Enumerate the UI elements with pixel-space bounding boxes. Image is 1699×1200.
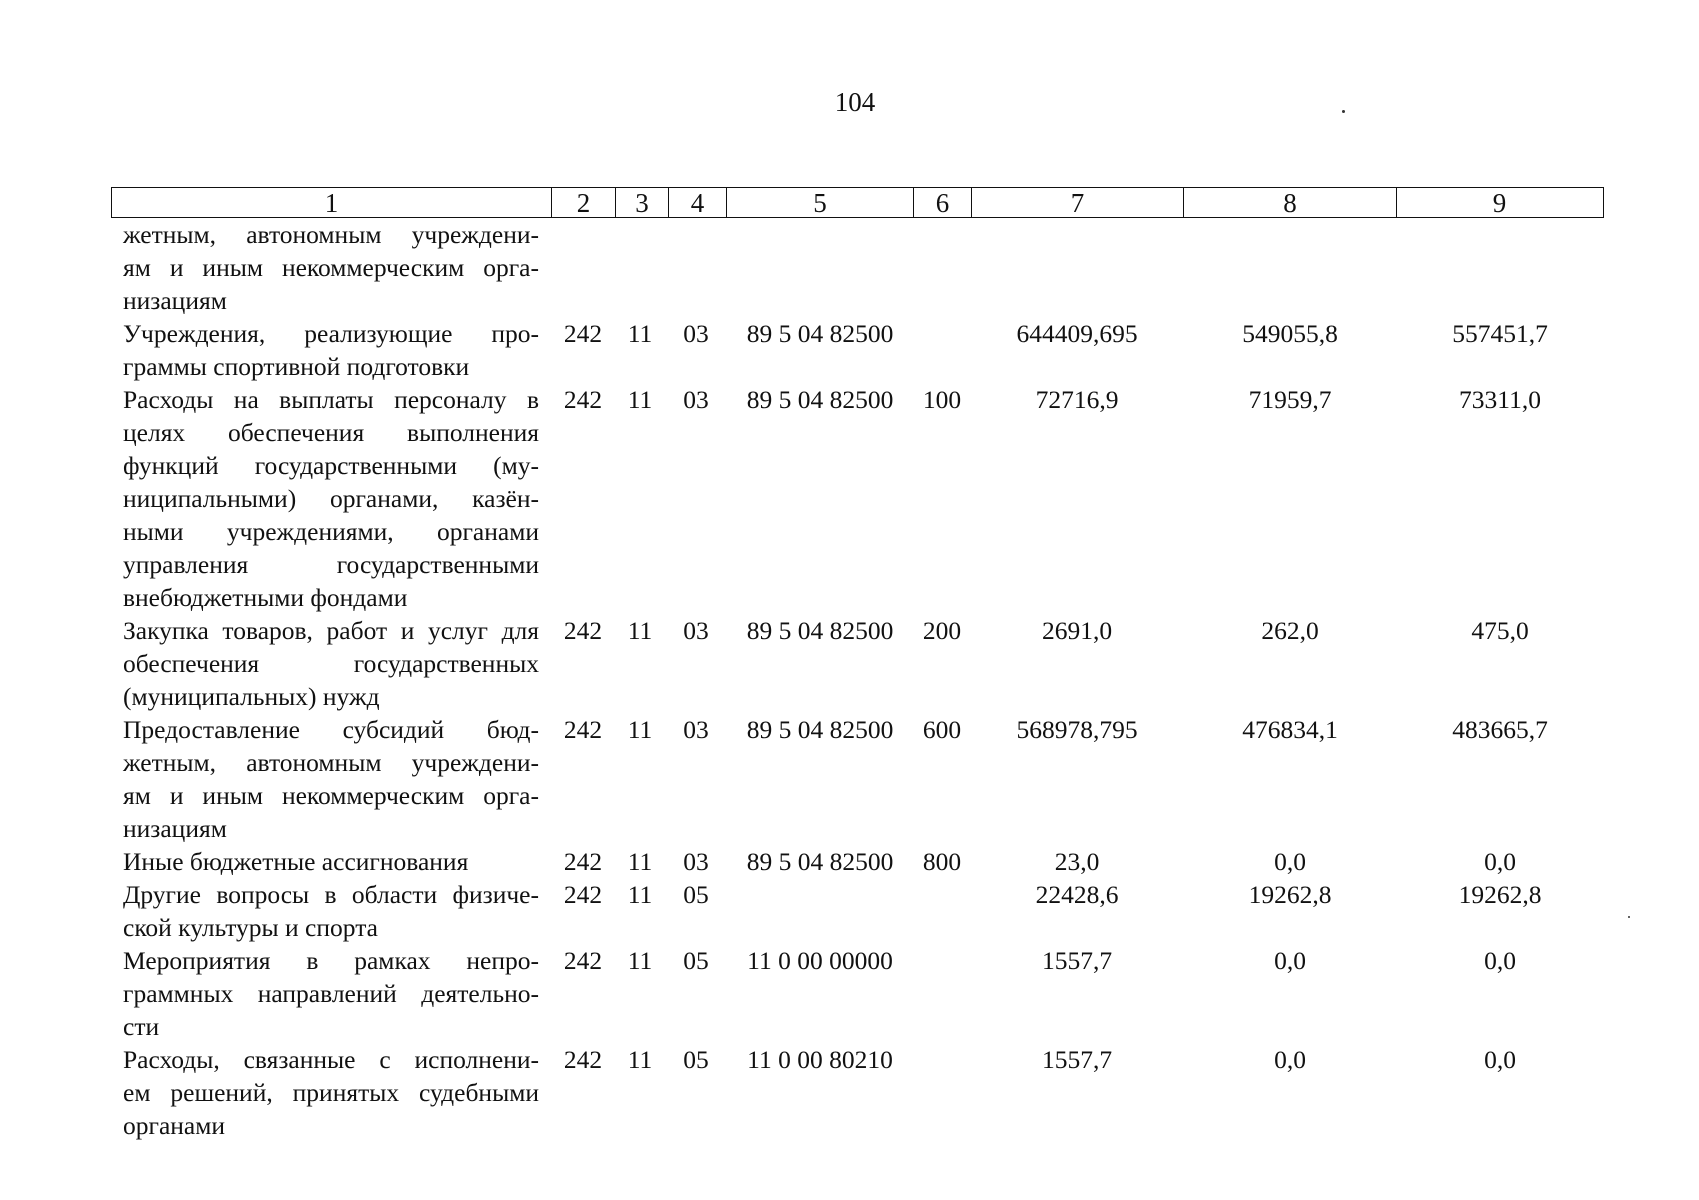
row-name-line: целях обеспечения выполнения — [123, 418, 539, 447]
row-name-line: ской культуры и спорта — [123, 913, 378, 942]
cell-c7: 22428,6 — [1035, 880, 1119, 909]
cell-c3: 11 — [627, 847, 653, 876]
cell-c6: 200 — [922, 616, 962, 645]
cell-c2: 242 — [563, 385, 603, 414]
row-name-line: граммы спортивной подготовки — [123, 352, 470, 381]
cell-c2: 242 — [563, 319, 603, 348]
cell-c8: 0,0 — [1274, 1045, 1306, 1074]
cell-c5: 89 5 04 82500 — [746, 385, 894, 414]
cell-c4: 03 — [683, 847, 709, 876]
row-name-line: ниципальными) органами, казён- — [123, 484, 539, 513]
header-col-2: 2 — [552, 188, 616, 217]
cell-c8: 19262,8 — [1248, 880, 1332, 909]
cell-c3: 11 — [627, 946, 653, 975]
header-col-8: 8 — [1184, 188, 1397, 217]
row-name-line: Расходы на выплаты персоналу в — [123, 385, 539, 414]
cell-c6: 800 — [922, 847, 962, 876]
row-name-line: внебюджетными фондами — [123, 583, 408, 612]
row-name-line: жетным, автономным учреждени- — [123, 220, 539, 249]
cell-c3: 11 — [627, 616, 653, 645]
cell-c9: 0,0 — [1484, 847, 1516, 876]
cell-c4: 03 — [683, 385, 709, 414]
row-name-line: функций государственными (му- — [123, 451, 539, 480]
row-name-line: Предоставление субсидий бюд- — [123, 715, 539, 744]
table-row — [0, 878, 1699, 944]
row-name-line: Мероприятия в рамках непро- — [123, 946, 539, 975]
page-number: 104 — [834, 87, 876, 117]
cell-c9: 19262,8 — [1458, 880, 1542, 909]
cell-c2: 242 — [563, 847, 603, 876]
header-col-1: 1 — [112, 188, 552, 217]
row-name-line: управления государственными — [123, 550, 539, 579]
row-name-line: Закупка товаров, работ и услуг для — [123, 616, 539, 645]
row-name-line: жетным, автономным учреждени- — [123, 748, 539, 777]
cell-c6: 600 — [922, 715, 962, 744]
cell-c4: 03 — [683, 319, 709, 348]
row-name-line: Иные бюджетные ассигнования — [123, 847, 469, 876]
cell-c4: 03 — [683, 616, 709, 645]
cell-c2: 242 — [563, 616, 603, 645]
row-name-line: ям и иным некоммерческим орга- — [123, 253, 539, 282]
cell-c9: 0,0 — [1484, 1045, 1516, 1074]
cell-c7: 2691,0 — [1041, 616, 1113, 645]
row-name-line: низациям — [123, 814, 227, 843]
cell-c8: 0,0 — [1274, 847, 1306, 876]
cell-c7: 1557,7 — [1041, 946, 1113, 975]
cell-c5: 89 5 04 82500 — [746, 715, 894, 744]
cell-c2: 242 — [563, 946, 603, 975]
cell-c8: 476834,1 — [1242, 715, 1338, 744]
cell-c3: 11 — [627, 385, 653, 414]
cell-c9: 483665,7 — [1452, 715, 1548, 744]
table-row — [0, 383, 1699, 614]
row-name-line: (муниципальных) нужд — [123, 682, 380, 711]
cell-c3: 11 — [627, 880, 653, 909]
cell-c3: 11 — [627, 319, 653, 348]
cell-c2: 242 — [563, 880, 603, 909]
cell-c5: 11 0 00 00000 — [747, 946, 893, 975]
cell-c7: 568978,795 — [1016, 715, 1138, 744]
header-col-5: 5 — [727, 188, 914, 217]
header-col-9: 9 — [1492, 188, 1507, 218]
cell-c2: 242 — [563, 1045, 603, 1074]
cell-c8: 549055,8 — [1242, 319, 1338, 348]
table-row — [0, 944, 1699, 1043]
cell-c4: 05 — [683, 1045, 709, 1074]
cell-c5: 89 5 04 82500 — [746, 319, 894, 348]
row-name-line: ям и иным некоммерческим орга- — [123, 781, 539, 810]
table-row — [0, 1043, 1699, 1142]
header-col-3: 3 — [616, 188, 669, 217]
cell-c9: 0,0 — [1484, 946, 1516, 975]
table-row — [0, 713, 1699, 845]
cell-c7: 72716,9 — [1035, 385, 1119, 414]
cell-c5: 89 5 04 82500 — [746, 847, 894, 876]
row-name — [123, 383, 539, 614]
table-row — [0, 614, 1699, 713]
cell-c4: 05 — [683, 946, 709, 975]
row-name-line: ными учреждениями, органами — [123, 517, 539, 546]
table-row — [0, 317, 1699, 383]
cell-c9: 475,0 — [1471, 616, 1529, 645]
cell-c7: 1557,7 — [1041, 1045, 1113, 1074]
table-row — [0, 845, 1699, 878]
cell-c5: 89 5 04 82500 — [746, 616, 894, 645]
cell-c7: 644409,695 — [1016, 319, 1138, 348]
cell-c4: 03 — [683, 715, 709, 744]
row-name-line: Учреждения, реализующие про- — [123, 319, 539, 348]
cell-c5: 11 0 00 80210 — [747, 1045, 893, 1074]
cell-c3: 11 — [627, 1045, 653, 1074]
cell-c8: 71959,7 — [1248, 385, 1332, 414]
cell-c8: 0,0 — [1274, 946, 1306, 975]
header-col-4: 4 — [669, 188, 727, 217]
table-row — [0, 218, 1699, 317]
row-name-line: сти — [123, 1012, 160, 1041]
header-col-6: 6 — [914, 188, 972, 217]
row-name-line: низациям — [123, 286, 227, 315]
row-name-line: органами — [123, 1111, 226, 1140]
cell-c4: 05 — [683, 880, 709, 909]
row-name-line: Другие вопросы в области физиче- — [123, 880, 539, 909]
cell-c6: 100 — [922, 385, 962, 414]
cell-c2: 242 — [563, 715, 603, 744]
cell-c9: 73311,0 — [1459, 385, 1541, 414]
cell-c3: 11 — [627, 715, 653, 744]
row-name-line: Расходы, связанные с исполнени- — [123, 1045, 539, 1074]
row-name-line: граммных направлений деятельно- — [123, 979, 539, 1008]
row-name — [123, 218, 539, 317]
row-name-line: обеспечения государственных — [123, 649, 539, 678]
cell-c9: 557451,7 — [1452, 319, 1548, 348]
cell-c8: 262,0 — [1261, 616, 1319, 645]
cell-c7: 23,0 — [1054, 847, 1100, 876]
row-name-line: ем решений, принятых судебными — [123, 1078, 539, 1107]
header-col-7: 7 — [972, 188, 1184, 217]
